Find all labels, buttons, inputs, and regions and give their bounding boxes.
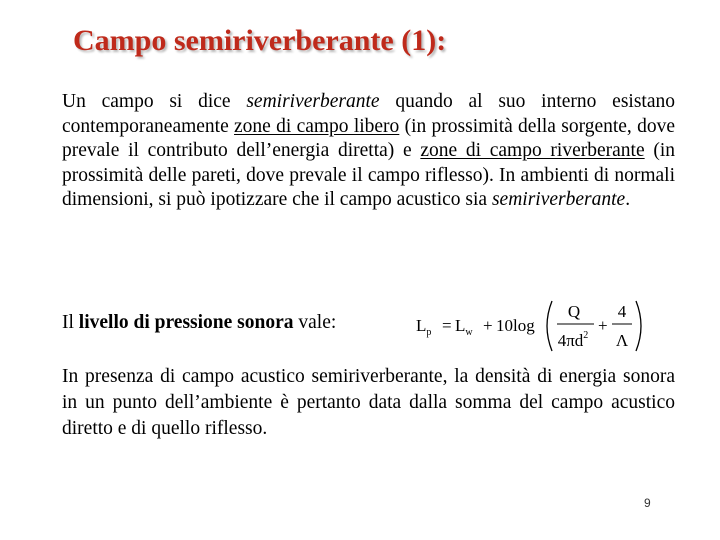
pressure-level-formula: [412, 296, 642, 356]
definition-paragraph: [62, 90, 675, 213]
formula-equals: =: [442, 316, 452, 335]
text-run: .: [625, 189, 631, 210]
formula-log: 10log: [496, 316, 535, 335]
term-semiriverberante: semiriverberante: [246, 91, 380, 112]
formula-plus-2: +: [598, 316, 608, 335]
page-number: 9: [644, 496, 651, 510]
text-run: (in prossimità delle pareti, dove prevale il campo riflesso). In ambienti di normali dimensioni, si può ipotizzare che il campo acustico sia: [62, 140, 675, 210]
slide-title: Campo semiriverberante (1):: [73, 24, 447, 57]
text-run: quando al suo interno esistano contemporaneamente: [62, 91, 675, 137]
pressure-level-label: [62, 312, 336, 334]
term-zone-campo-riverberante: zone di campo riverberante: [420, 140, 645, 161]
text-run: (in prossimità della sorgente, dove prevale il contributo dell’energia diretta) e: [62, 115, 675, 161]
formula-left-paren: [547, 301, 552, 351]
term-zone-campo-libero: zone di campo libero: [234, 115, 400, 137]
text-run: Il: [62, 312, 79, 333]
text-run: Un campo si dice: [62, 91, 247, 112]
formula-plus: +: [483, 316, 493, 335]
formula-right-paren: [636, 301, 641, 351]
formula-lw: $L_w$: [455, 316, 473, 338]
term-semiriverberante-end: semiriverberante: [491, 189, 626, 210]
formula-num-q: Q: [567, 302, 581, 321]
text-run: vale:: [293, 312, 337, 333]
pressure-level-term: livello di pressione sonora: [78, 312, 294, 333]
formula-den-lambda: Λ: [615, 331, 629, 350]
formula-den-4pid2: $4\pi d^2$: [557, 330, 589, 350]
formula-lp: $L_p$: [416, 316, 432, 338]
conclusion-paragraph: In presenza di campo acustico semiriverberante, la densità di energia sonora in un punto dell’ambiente è pertanto data dalla somma del campo acustico diretto e di quello riflesso.: [62, 366, 675, 439]
formula-num-4: 4: [617, 302, 627, 321]
